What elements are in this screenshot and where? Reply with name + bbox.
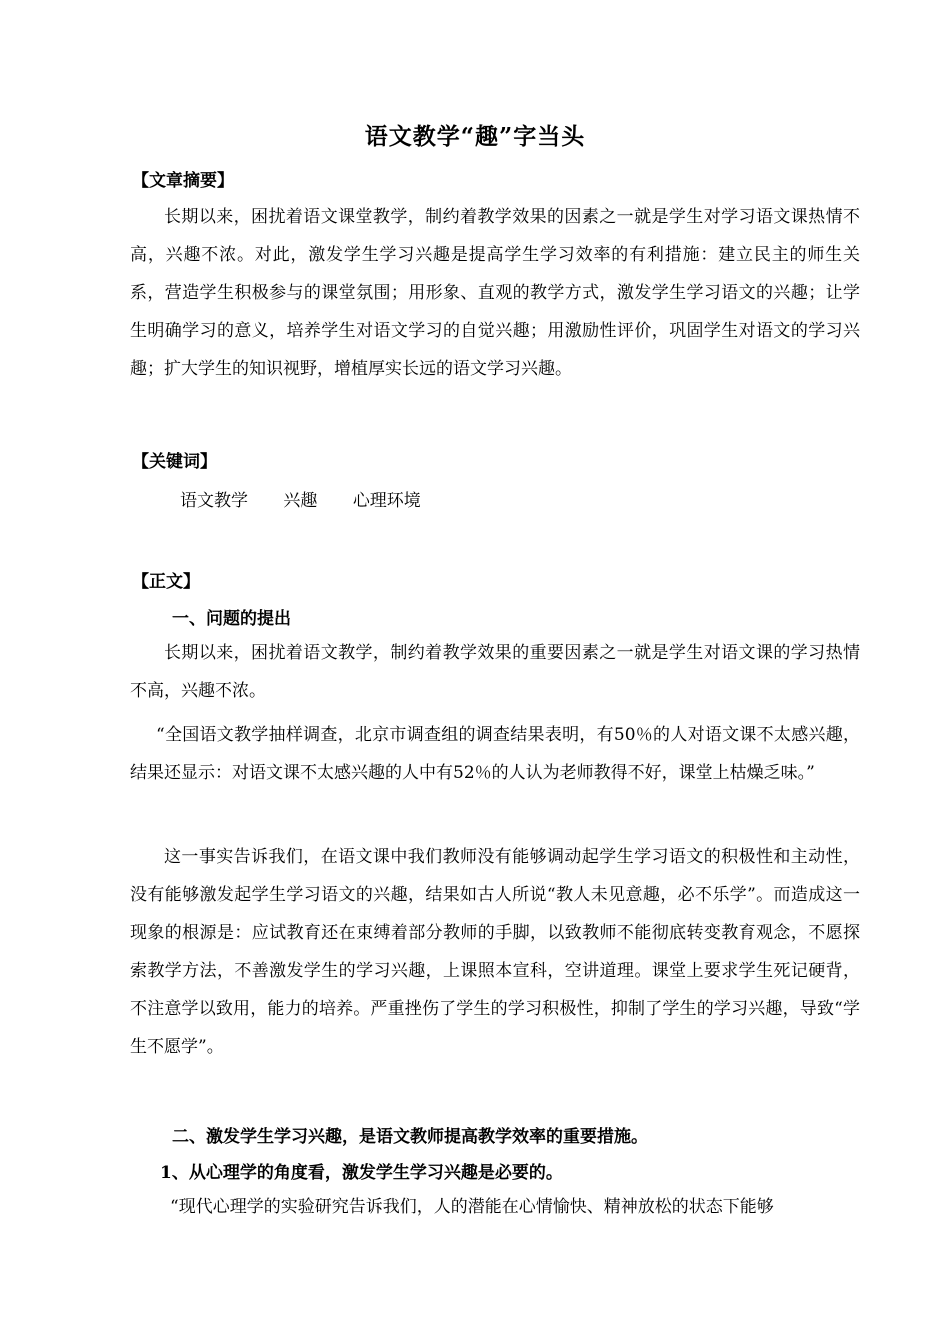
page-title: 语文教学“趣”字当头: [364, 123, 586, 150]
body-heading: 【正文】: [132, 572, 200, 592]
keyword-item: 语文教学: [180, 491, 248, 511]
abstract-heading: 【文章摘要】: [132, 171, 234, 191]
section2-title: 二、激发学生学习兴趣，是语文教师提高教学效率的重要措施。: [172, 1127, 648, 1147]
abstract-text: 长期以来，困扰着语文课堂教学，制约着教学效果的因素之一就是学生对学习语文课热情不高，兴趣不浓。对此，激发学生学习兴趣是提高学生学习效率的有利措施：建立民主的师生关系，营造学生积极参与的课堂氛围；用形象、直观的教学方式，激发学生学习语文的兴趣；让学生明确学习的意义，培养学生对语文学习的自觉兴趣；用激励性评价，巩固学生对语文的学习兴趣；扩大学生的知识视野，增植厚实长远的语文学习兴趣。: [130, 207, 860, 379]
keywords-heading: 【关键词】: [132, 452, 217, 472]
body-paragraph: 这一事实告诉我们，在语文课中我们教师没有能够调动起学生学习语文的积极性和主动性，没有能够激发起学生学习语文的兴趣，结果如古人所说“教人未见意趣，必不乐学”。而造成这一现象的根源是：应试教育还在束缚着部分教师的手脚，以致教师不能彻底转变教育观念，不愿探索教学方法，不善激发学生的学习兴趣，上课照本宣科，空讲道理。课堂上要求学生死记硬背，不注意学以致用，能力的培养。严重挫伤了学生的学习积极性，抑制了学生的学习兴趣，导致“学生不愿学”。: [130, 847, 860, 1057]
body-paragraph: 长期以来，困扰着语文教学，制约着教学效果的重要因素之一就是学生对语文课的学习热情不高，兴趣不浓。: [130, 643, 860, 701]
keywords-list: [180, 486, 451, 511]
section1-title: 一、问题的提出: [172, 609, 291, 629]
body-paragraph: “全国语文教学抽样调查，北京市调查组的调查结果表明，有50％的人对语文课不太感兴趣，结果还显示：对语文课不太感兴趣的人中有52％的人认为老师教得不好，课堂上枯燥乏味。”: [130, 725, 860, 783]
body-paragraph: “现代心理学的实验研究告诉我们，人的潜能在心情愉快、精神放松的状态下能够: [170, 1197, 774, 1217]
keyword-item: 心理环境: [352, 491, 421, 511]
subsection1-title: 1、从心理学的角度看，激发学生学习兴趣是必要的。: [160, 1163, 563, 1183]
keyword-item: 兴趣: [283, 491, 318, 511]
